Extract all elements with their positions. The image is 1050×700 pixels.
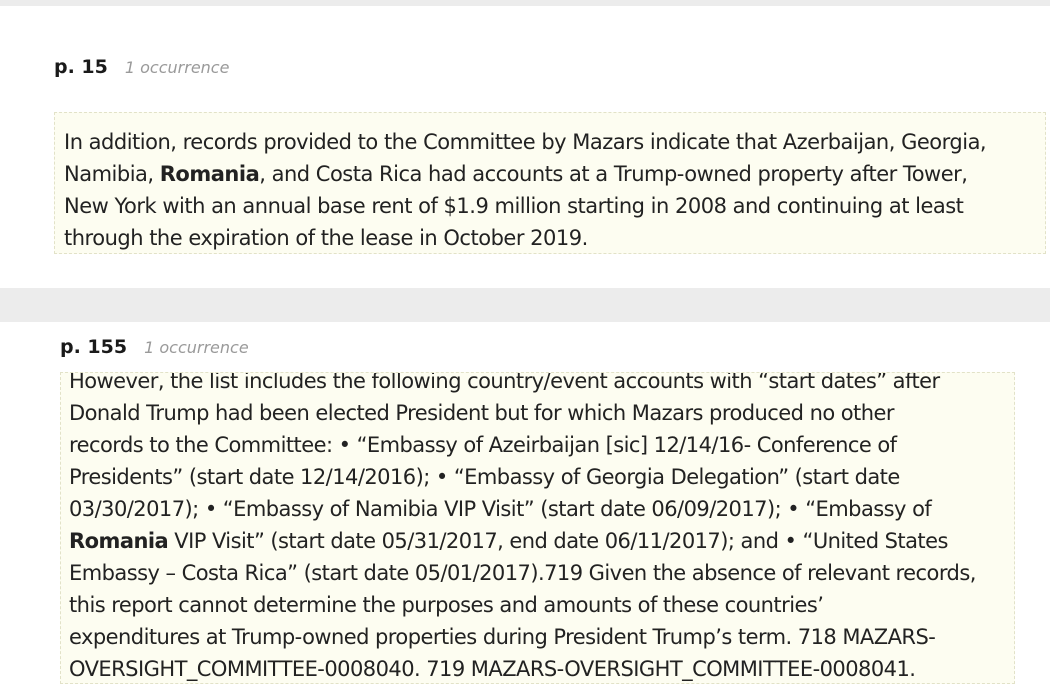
snippet-text: Presidents” (start date 12/14/2016); • “Embassy of Georgia Delegation” (start date [69, 465, 900, 489]
snippet-text: In addition, records provided to the Committee by Mazars indicate that Azerbaijan, Georgia, [64, 130, 987, 154]
snippet-text: through the expiration of the lease in October 2019. [64, 226, 588, 250]
result-snippet[interactable] [60, 372, 1015, 684]
snippet-line [64, 190, 1045, 222]
result-snippet[interactable] [54, 112, 1046, 254]
highlighted-term: Romania [69, 529, 169, 553]
occurrence-count: 1 occurrence [144, 338, 249, 357]
snippet-line [69, 525, 1014, 557]
snippet-text: records to the Committee: • “Embassy of Azeirbaijan [sic] 12/14/16- Conference of [69, 433, 897, 457]
result-header [60, 336, 249, 358]
snippet-text: , and Costa Rica had accounts at a Trump-owned property after Tower, [259, 162, 968, 186]
snippet-line [69, 493, 1014, 525]
snippet-line [69, 461, 1014, 493]
snippet-line [64, 126, 1045, 158]
highlighted-term: Romania [159, 162, 260, 186]
snippet-line [69, 653, 1014, 684]
occurrence-count: 1 occurrence [124, 58, 230, 77]
snippet-line [69, 557, 1014, 589]
search-result-p15[interactable] [0, 6, 1050, 288]
result-header [54, 56, 229, 78]
snippet-text: Embassy – Costa Rica” (start date 05/01/2017).719 Given the absence of relevant records, [69, 561, 976, 585]
snippet-text: OVERSIGHT_COMMITTEE-0008040. 719 MAZARS-OVERSIGHT_COMMITTEE-0008041. [69, 657, 916, 681]
snippet-text: However, the list includes the following country/event accounts with “start dates” after [69, 372, 940, 393]
snippet-text: Namibia, [64, 162, 160, 186]
page-number-link[interactable]: p. 155 [60, 336, 128, 358]
page-number-link[interactable]: p. 15 [54, 56, 108, 78]
snippet-line [69, 397, 1014, 429]
search-result-p155[interactable] [0, 322, 1050, 700]
snippet-line [64, 222, 1045, 254]
snippet-text: Donald Trump had been elected President but for which Mazars produced no other [69, 401, 894, 425]
snippet-line [69, 589, 1014, 621]
snippet-text: this report cannot determine the purposes and amounts of these countries’ [69, 593, 824, 617]
snippet-line [69, 621, 1014, 653]
snippet-text: 03/30/2017); • “Embassy of Namibia VIP Visit” (start date 06/09/2017); • “Embassy of [69, 497, 932, 521]
snippet-text: New York with an annual base rent of $1.9 million starting in 2008 and continuing at least [64, 194, 964, 218]
snippet-text: VIP Visit” (start date 05/31/2017, end date 06/11/2017); and • “United States [168, 529, 948, 553]
result-separator [0, 288, 1050, 322]
snippet-line [69, 372, 1014, 397]
snippet-line [69, 429, 1014, 461]
snippet-text: expenditures at Trump-owned properties during President Trump’s term. 718 MAZARS- [69, 625, 936, 649]
snippet-line [64, 158, 1045, 190]
